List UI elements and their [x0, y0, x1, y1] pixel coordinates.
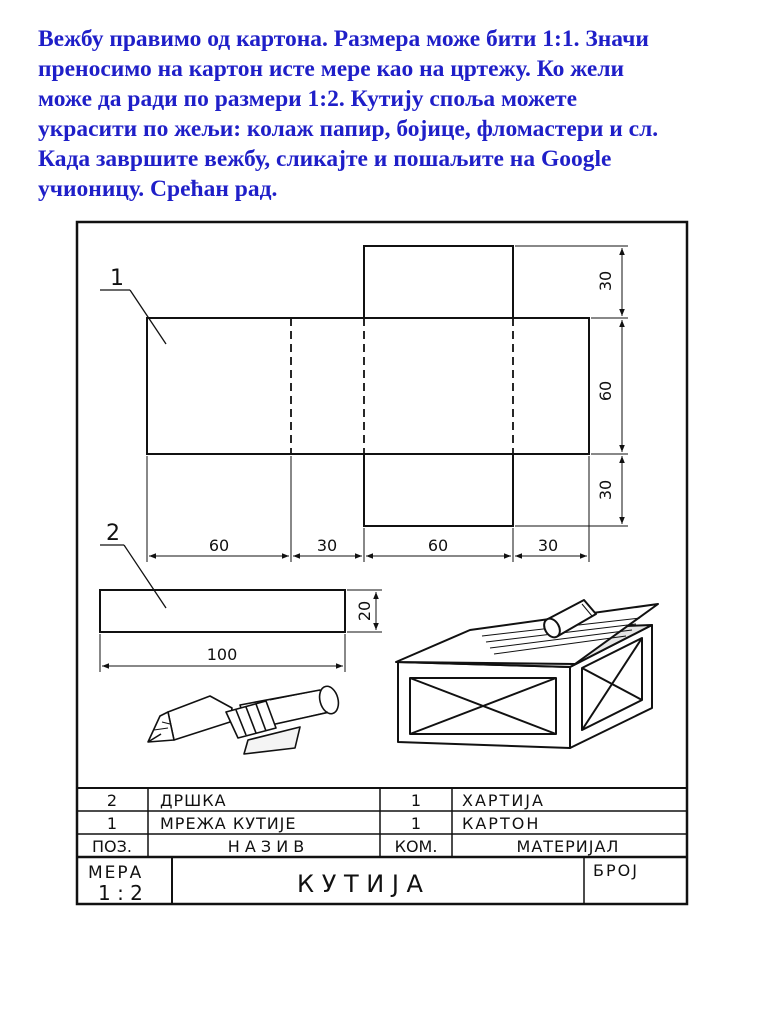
row-qty: 1 [410, 814, 422, 833]
dimension-label: 30 [596, 270, 615, 292]
handle-strip [100, 590, 345, 632]
row-name: МРЕЖА КУТИЈЕ [160, 814, 297, 833]
header-material: МАТЕРИЈАЛ [516, 837, 620, 856]
row-name: ДРШКА [160, 791, 227, 810]
row-qty: 1 [410, 791, 422, 810]
dimension-label: 60 [596, 380, 615, 402]
instruction-line: Вежбу правимо од картона. Размера може бити 1:1. Значи [38, 26, 649, 52]
dimension-label: 20 [355, 600, 374, 622]
part-1-label: 1 [110, 266, 124, 291]
instruction-line: Када завршите вежбу, сликајте и пошаљите на Google [38, 146, 612, 172]
header-name: Н А З И В [227, 837, 305, 856]
dimension-label: 60 [208, 536, 230, 555]
dimension-label: 30 [596, 479, 615, 501]
dimension-label: 100 [206, 645, 238, 664]
part-2-label: 2 [106, 521, 120, 546]
instruction-line: украсити по жељи: колаж папир, бојице, фломастери и сл. [38, 116, 659, 142]
instruction-line: учионицу. Срећан рад. [38, 176, 278, 202]
box-net [147, 246, 589, 526]
scale-value: 1 : 2 [98, 881, 143, 905]
dimension-label: 30 [537, 536, 559, 555]
row-material: КАРТОН [462, 814, 541, 833]
header-qty: КОМ. [394, 837, 438, 856]
drawing-title: К У Т И Ј А [297, 870, 423, 898]
box-illustration [396, 600, 658, 748]
dimension-label: 30 [316, 536, 338, 555]
row-pos: 1 [106, 814, 118, 833]
number-label: БРОЈ [593, 861, 639, 880]
header-pos: ПОЗ. [92, 837, 132, 856]
instruction-line: преносимо на картон исте мере као на цртежу. Ко жели [38, 56, 625, 82]
row-pos: 2 [106, 791, 118, 810]
scale-label: МЕРА [88, 863, 144, 883]
pencil-illustration [148, 684, 341, 754]
instruction-line: може да ради по размери 1:2. Кутију споља можете [38, 86, 578, 112]
row-material: ХАРТИЈА [462, 791, 545, 810]
dimension-label: 60 [427, 536, 449, 555]
part-2-leader [100, 545, 166, 608]
